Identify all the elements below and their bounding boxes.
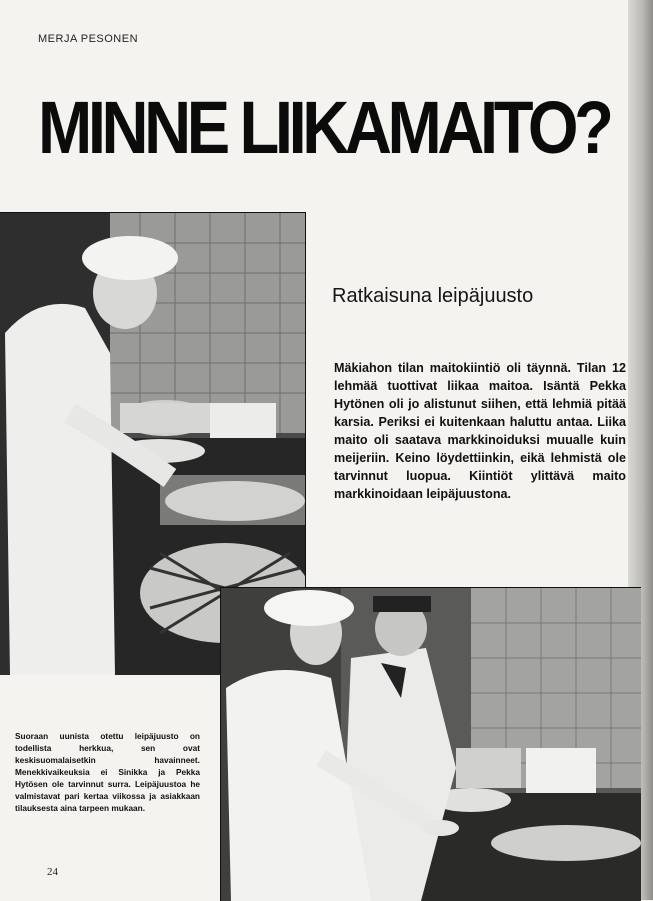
article-title: MINNE LIIKAMAITO? (38, 86, 610, 169)
photo-couple-serving (220, 587, 641, 901)
page-number: 24 (47, 866, 58, 878)
lead-paragraph: Mäkiahon tilan maitokiintiö oli täynnä. Tilan 12 lehmää tuottivat liikaa maitoa. Isäntä Pekka Hytönen oli jo alistunut siihen, että lehmiä pitää karsia. Periksi ei kuitenkaan haluttu antaa. Liika maito oli saatava markkinoiduksi muualle kuin meijeriin. Keino löydettiinkin, eikä lehmistä ole tarvinnut luopua. Kiintiöt ylittävä maito markkinoidaan leipäjuustona. (334, 361, 626, 501)
author-byline: MERJA PESONEN (38, 33, 139, 45)
subtitle: Ratkaisuna leipäjuusto (332, 285, 534, 307)
photo-caption: Suoraan uunista otettu leipäjuusto on todellista herkkua, sen ovat keskisuomalaisetkin havainneet. Menekkivaikeuksia ei Sinikka ja Pekka Hytösen ole tarvinnut surra. Leipäjuustoa he valmistavat pari kertaa viikossa ja asiakkaan tilauksesta aina tarpeen mukaan. (15, 731, 200, 813)
